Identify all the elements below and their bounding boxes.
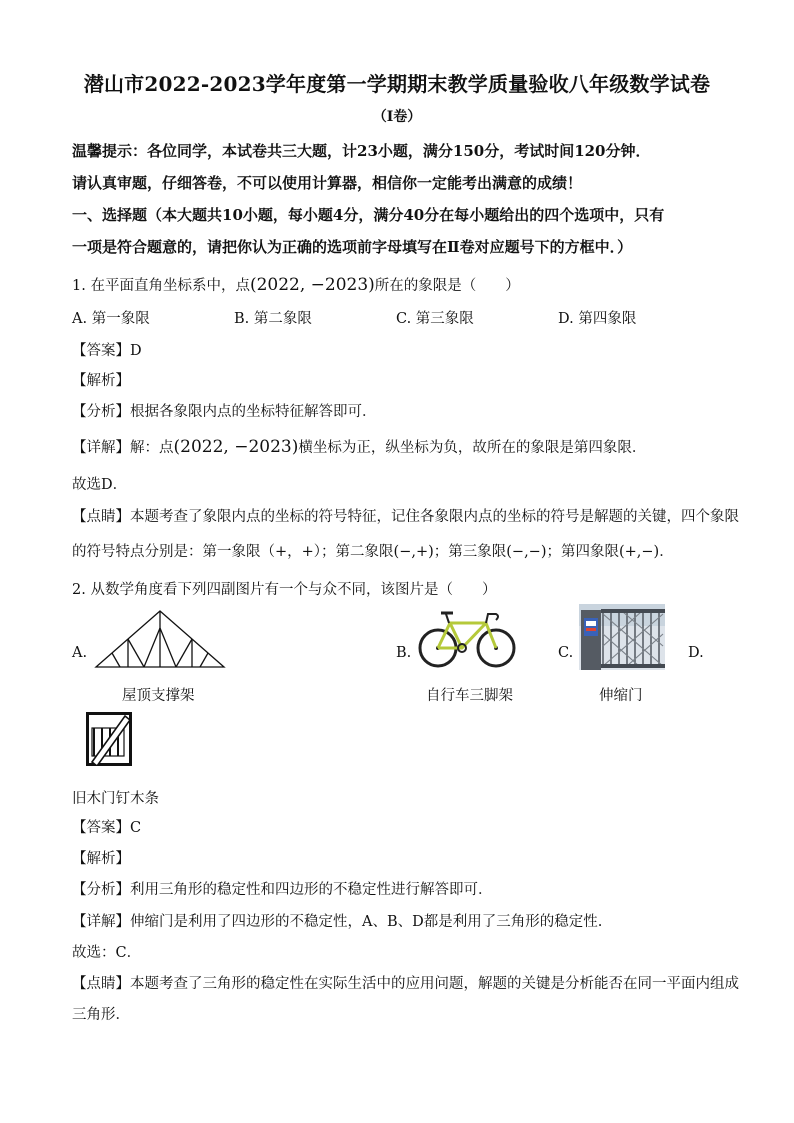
q2-comment-2: 三角形． bbox=[72, 1007, 130, 1023]
q1-point: (2022, −2023) bbox=[249, 275, 375, 295]
q2-fenxi: 【分析】利用三角形的稳定性和四边形的不稳定性进行解答即可． bbox=[72, 882, 493, 898]
intro-line-1: 温馨提示：各位同学，本试卷共三大题，计23小题，满分150分，考试时间120分钟． bbox=[72, 142, 651, 160]
q2-caption-d: 旧木门钉木条 bbox=[72, 791, 159, 807]
q2-detail: 【详解】伸缩门是利用了四边形的不稳定性，A、B、D都是利用了三角形的稳定性. bbox=[72, 914, 603, 930]
roof-truss-figure bbox=[94, 608, 226, 670]
q1-option-a: A. 第一象限 bbox=[72, 311, 150, 327]
q1-option-d: D. 第四象限 bbox=[558, 311, 637, 327]
q1-stem-prefix: 1. 在平面直角坐标系中，点 bbox=[72, 278, 250, 294]
q1-comment-2: 的符号特点分别是：第一象限（+，+）；第二象限(−,+)；第三象限(−,−)；第四象限(+,−)． bbox=[72, 544, 674, 560]
q1-detail bbox=[72, 436, 646, 457]
q1-answer: 【答案】D bbox=[72, 343, 142, 359]
section-heading-line-1: 一、选择题（本大题共10小题，每小题4分，满分40分在每小题给出的四个选项中，只有 bbox=[72, 206, 665, 224]
q1-option-c: C. 第三象限 bbox=[396, 311, 474, 327]
q2-label-a: A. bbox=[72, 645, 88, 661]
page-subtitle: （I卷） bbox=[372, 109, 422, 125]
q2-caption-a: 屋顶支撑架 bbox=[122, 688, 195, 704]
bicycle-figure bbox=[416, 606, 518, 670]
q1-option-b: B. 第二象限 bbox=[234, 311, 312, 327]
q2-caption-b: 自行车三脚架 bbox=[426, 688, 513, 704]
q2-caption-c: 伸缩门 bbox=[599, 688, 643, 704]
q2-answer: 【答案】C bbox=[72, 820, 142, 836]
q1-choose: 故选D． bbox=[72, 477, 128, 493]
q1-analysis: 【解析】 bbox=[72, 373, 130, 389]
q1-detail-point: (2022, −2023) bbox=[173, 437, 299, 457]
q1-stem bbox=[72, 274, 520, 295]
expandable-gate-figure bbox=[579, 604, 665, 670]
page-title: 潜山市2022-2023学年度第一学期期末教学质量验收八年级数学试卷 bbox=[83, 72, 711, 96]
q1-fenxi: 【分析】根据各象限内点的坐标特征解答即可． bbox=[72, 404, 377, 420]
q2-stem: 2. 从数学角度看下列四副图片有一个与众不同，该图片是（ ） bbox=[72, 582, 497, 598]
q1-comment-1: 【点睛】本题考查了象限内点的坐标的符号特征，记住各象限内点的坐标的符号是解题的关键，四个象限 bbox=[72, 509, 739, 525]
q2-analysis: 【解析】 bbox=[72, 851, 130, 867]
q2-comment-1: 【点睛】本题考查了三角形的稳定性在实际生活中的应用问题，解题的关键是分析能否在同一平面内组成 bbox=[72, 976, 739, 992]
q1-detail-suffix: 横坐标为正，纵坐标为负，故所在的象限是第四象限． bbox=[298, 440, 647, 456]
q2-label-d: D. bbox=[688, 645, 704, 661]
intro-line-2: 请认真审题，仔细答卷，不可以使用计算器，相信你一定能考出满意的成绩！ bbox=[72, 174, 583, 192]
section-heading-line-2: 一项是符合题意的，请把你认为正确的选项前字母填写在Ⅱ卷对应题号下的方框中．） bbox=[72, 238, 633, 256]
q2-label-c: C. bbox=[558, 645, 574, 661]
q2-label-b: B. bbox=[396, 645, 412, 661]
q1-detail-prefix: 【详解】解：点 bbox=[72, 440, 174, 456]
q2-choose: 故选：C． bbox=[72, 945, 142, 961]
old-door-figure bbox=[86, 712, 132, 766]
q1-stem-suffix: 所在的象限是（ ） bbox=[374, 278, 520, 294]
